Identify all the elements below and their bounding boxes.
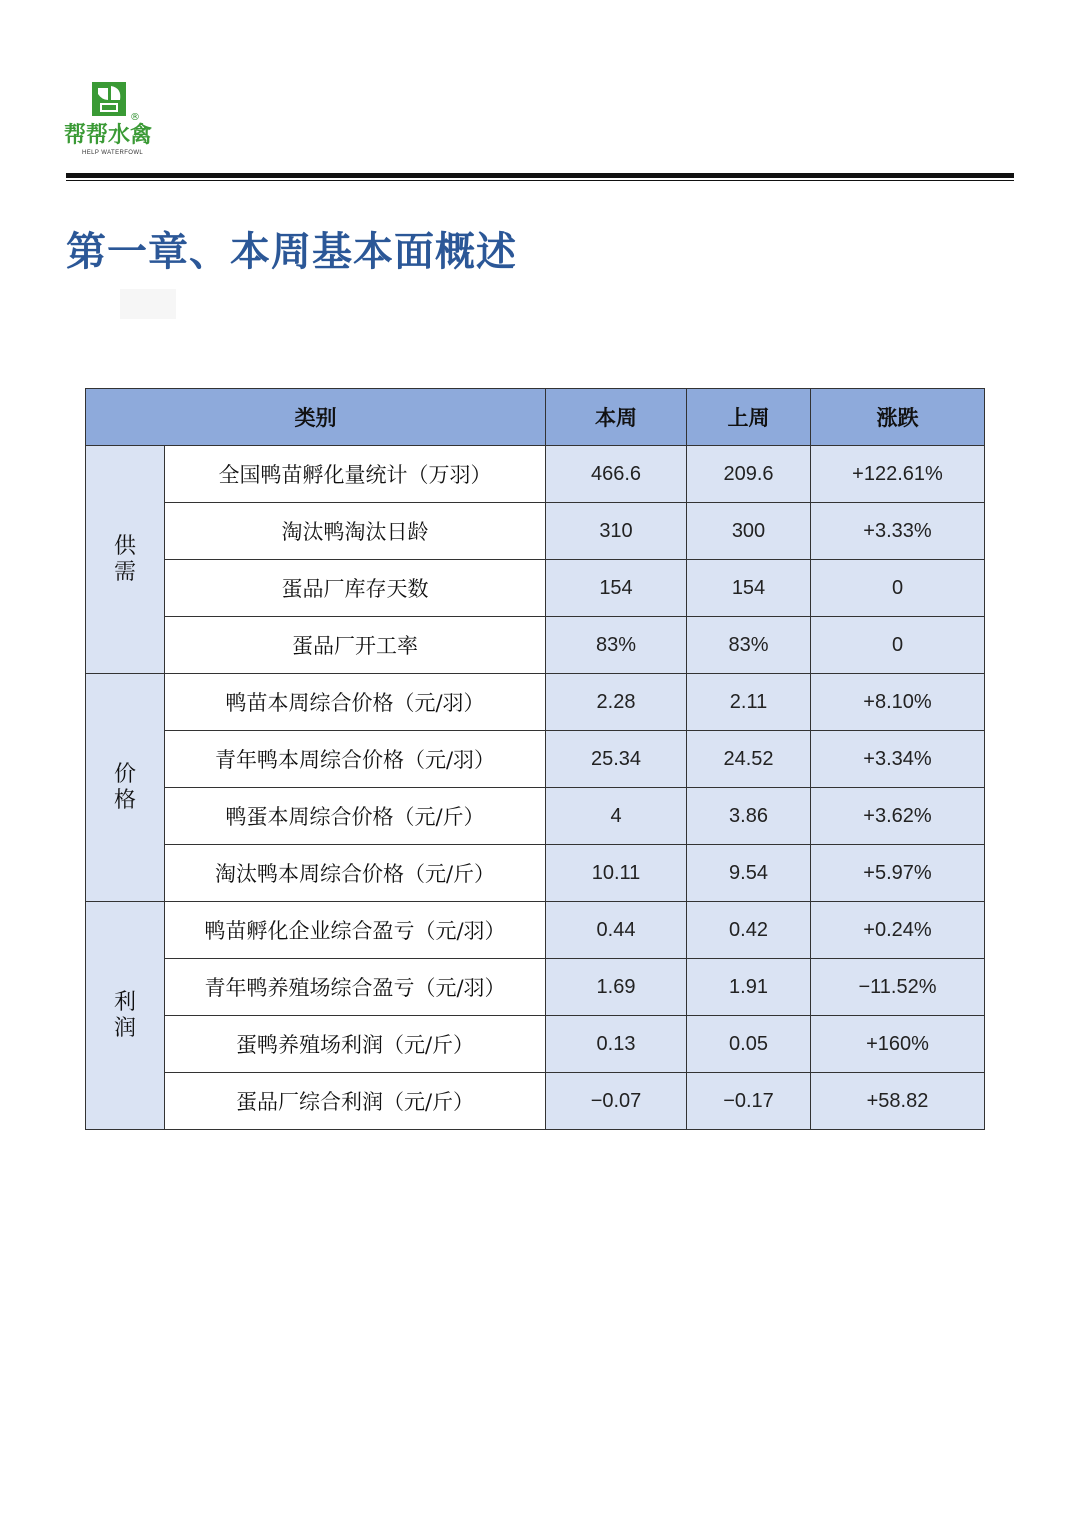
header-last-week: 上周 — [687, 389, 811, 446]
leaf-logo-icon — [92, 82, 126, 116]
table-row — [86, 731, 985, 788]
row-this-week: 25.34 — [546, 731, 687, 788]
row-last-week: −0.17 — [687, 1073, 811, 1130]
row-last-week: 9.54 — [687, 845, 811, 902]
row-item: 淘汰鸭淘汰日龄 — [165, 503, 546, 560]
group-label-supply-demand: 供需 — [86, 446, 165, 674]
row-item: 全国鸭苗孵化量统计（万羽） — [165, 446, 546, 503]
row-this-week: 10.11 — [546, 845, 687, 902]
table-row — [86, 845, 985, 902]
header-this-week: 本周 — [546, 389, 687, 446]
row-this-week: 0.44 — [546, 902, 687, 959]
row-item: 蛋品厂库存天数 — [165, 560, 546, 617]
row-this-week: −0.07 — [546, 1073, 687, 1130]
row-this-week: 4 — [546, 788, 687, 845]
table-row — [86, 959, 985, 1016]
row-this-week: 466.6 — [546, 446, 687, 503]
row-change: 0 — [811, 617, 985, 674]
row-change: 0 — [811, 560, 985, 617]
fundamentals-table — [85, 388, 985, 1130]
row-last-week: 154 — [687, 560, 811, 617]
header-category: 类别 — [86, 389, 546, 446]
row-last-week: 0.42 — [687, 902, 811, 959]
table-header-row — [86, 389, 985, 446]
row-last-week: 1.91 — [687, 959, 811, 1016]
row-this-week: 2.28 — [546, 674, 687, 731]
row-this-week: 83% — [546, 617, 687, 674]
chapter-title: 第一章、本周基本面概述 — [66, 228, 517, 275]
table-row — [86, 1016, 985, 1073]
group-label-profit: 利润 — [86, 902, 165, 1130]
header-change: 涨跌 — [811, 389, 985, 446]
row-last-week: 83% — [687, 617, 811, 674]
table-row — [86, 674, 985, 731]
row-item: 蛋品厂综合利润（元/斤） — [165, 1073, 546, 1130]
company-logo — [64, 82, 160, 160]
row-item: 鸭苗本周综合价格（元/羽） — [165, 674, 546, 731]
row-item: 鸭蛋本周综合价格（元/斤） — [165, 788, 546, 845]
faint-placeholder-box — [120, 289, 176, 319]
table-row — [86, 503, 985, 560]
header-rule-thin — [66, 180, 1014, 181]
row-change: −11.52% — [811, 959, 985, 1016]
row-last-week: 3.86 — [687, 788, 811, 845]
table-row — [86, 1073, 985, 1130]
table-row — [86, 617, 985, 674]
table-row — [86, 560, 985, 617]
row-last-week: 300 — [687, 503, 811, 560]
table-row — [86, 446, 985, 503]
row-change: +3.62% — [811, 788, 985, 845]
row-change: +5.97% — [811, 845, 985, 902]
row-item: 蛋鸭养殖场利润（元/斤） — [165, 1016, 546, 1073]
row-last-week: 209.6 — [687, 446, 811, 503]
group-label-price: 价格 — [86, 674, 165, 902]
row-item: 青年鸭养殖场综合盈亏（元/羽） — [165, 959, 546, 1016]
row-item: 淘汰鸭本周综合价格（元/斤） — [165, 845, 546, 902]
row-last-week: 24.52 — [687, 731, 811, 788]
row-item: 蛋品厂开工率 — [165, 617, 546, 674]
logo-name-cn: 帮帮水禽 — [64, 123, 153, 148]
row-last-week: 0.05 — [687, 1016, 811, 1073]
logo-name-en: HELP WATERFOWL — [82, 150, 144, 156]
row-last-week: 2.11 — [687, 674, 811, 731]
row-change: +3.33% — [811, 503, 985, 560]
row-item: 鸭苗孵化企业综合盈亏（元/羽） — [165, 902, 546, 959]
row-item: 青年鸭本周综合价格（元/羽） — [165, 731, 546, 788]
row-change: +58.82 — [811, 1073, 985, 1130]
table-row — [86, 788, 985, 845]
row-this-week: 310 — [546, 503, 687, 560]
table-row — [86, 902, 985, 959]
row-change: +0.24% — [811, 902, 985, 959]
row-this-week: 1.69 — [546, 959, 687, 1016]
registered-mark: ® — [130, 112, 140, 123]
row-change: +3.34% — [811, 731, 985, 788]
row-change: +8.10% — [811, 674, 985, 731]
row-change: +160% — [811, 1016, 985, 1073]
row-this-week: 154 — [546, 560, 687, 617]
header-rule-thick — [66, 173, 1014, 178]
row-this-week: 0.13 — [546, 1016, 687, 1073]
row-change: +122.61% — [811, 446, 985, 503]
